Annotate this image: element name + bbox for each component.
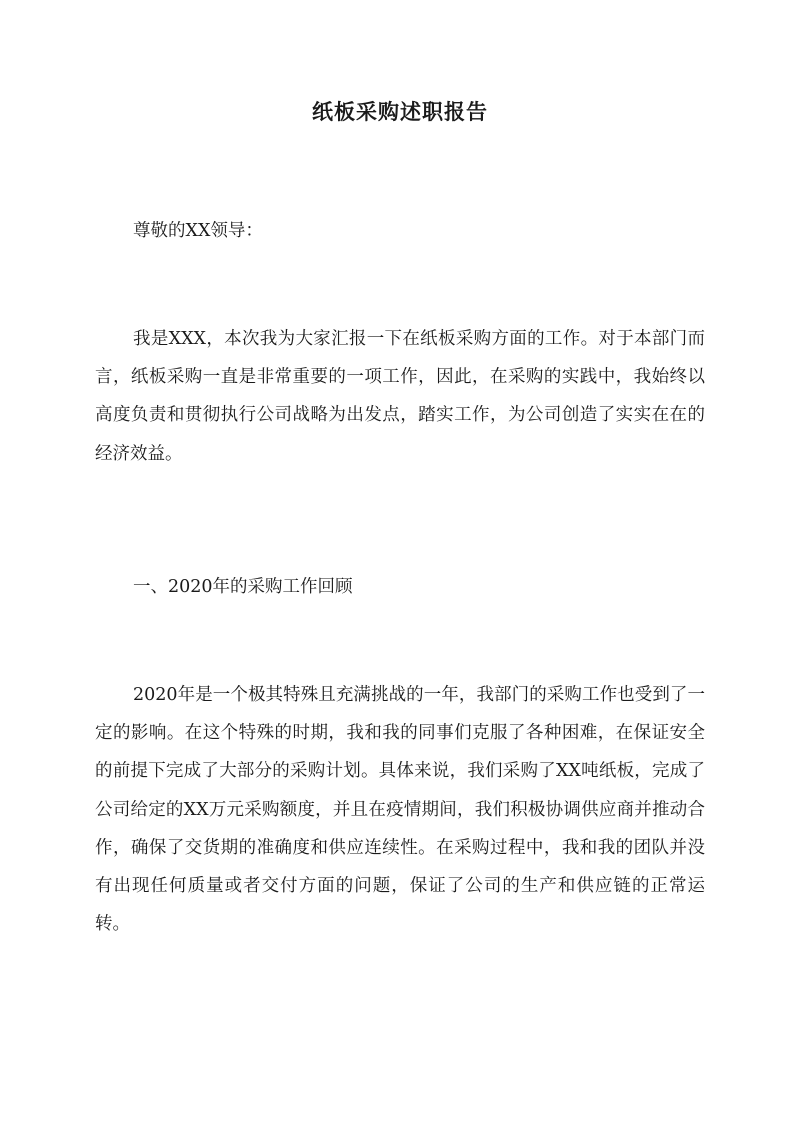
section-heading: 一、2020年的采购工作回顾 [133, 577, 353, 597]
intro-paragraph: 我是XXX，本次我为大家汇报一下在纸板采购方面的工作。对于本部门而言，纸板采购一直是非常重要的一项工作，因此，在采购的实践中，我始终以高度负责和贯彻执行公司战略为出发点，踏实工作，为公司创造了实实在在的经济效益。 [95, 329, 705, 464]
review-paragraph: 2020年是一个极其特殊且充满挑战的一年，我部门的采购工作也受到了一定的影响。在这个特殊的时期，我和我的同事们克服了各种困难，在保证安全的前提下完成了大部分的采购计划。具体来说，我们采购了XX吨纸板，完成了公司给定的XX万元采购额度，并且在疫情期间，我们积极协调供应商并推动合作，确保了交货期的准确度和供应连续性。在采购过程中，我和我的团队并没有出现任何质量或者交付方面的问题，保证了公司的生产和供应链的正常运转。 [95, 685, 705, 935]
document-title: 纸板采购述职报告 [312, 99, 488, 124]
salutation-paragraph: 尊敬的XX领导： [133, 221, 263, 241]
